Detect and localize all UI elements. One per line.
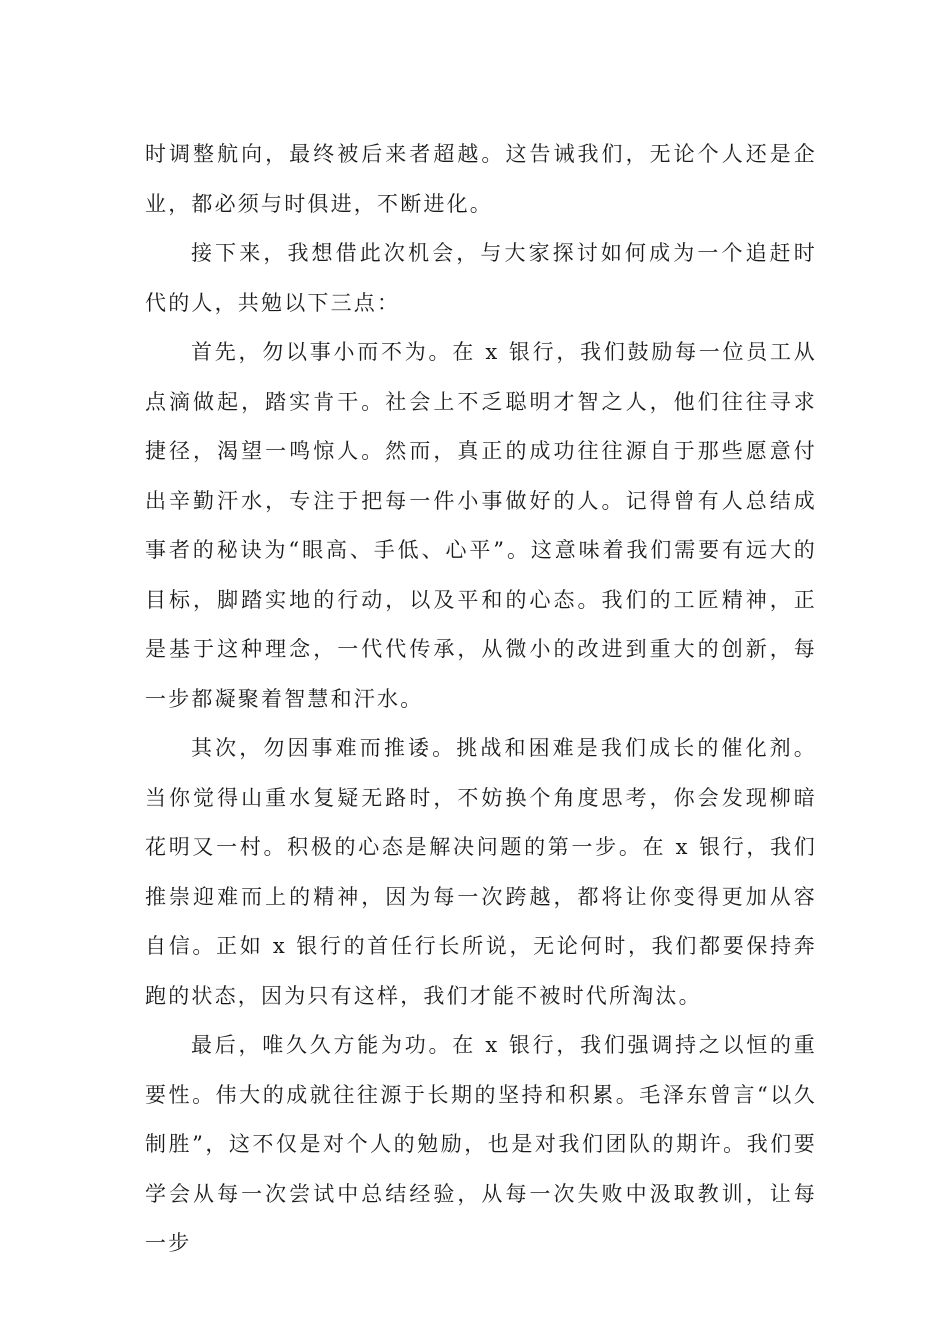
paragraph-continuation: 时调整航向，最终被后来者超越。这告诫我们，无论个人还是企业，都必须与时俱进，不断进化。 bbox=[145, 142, 817, 216]
paragraph-point-2: 其次，勿因事难而推诿。挑战和困难是我们成长的催化剂。当你觉得山重水复疑无路时，不妨换个角度思考，你会发现柳暗花明又一村。积极的心态是解决问题的第一步。在 x 银行，我们推崇迎难而上的精神，因为每一次跨越，都将让你变得更加从容自信。正如 x 银行的首任行长所说，无论何时，我们都要保持奔跑的状态，因为只有这样，我们才能不被时代所淘汰。 bbox=[145, 736, 817, 1008]
paragraph-point-3: 最后，唯久久方能为功。在 x 银行，我们强调持之以恒的重要性。伟大的成就往往源于长期的坚持和积累。毛泽东曾言“以久制胜”，这不仅是对个人的勉励，也是对我们团队的期许。我们要学会从每一次尝试中总结经验，从每一次失败中汲取教训，让每一步 bbox=[145, 1033, 817, 1255]
document-body bbox=[145, 130, 817, 1269]
paragraph-point-1: 首先，勿以事小而不为。在 x 银行，我们鼓励每一位员工从点滴做起，踏实肯干。社会上不乏聪明才智之人，他们往往寻求捷径，渴望一鸣惊人。然而，真正的成功往往源自于那些愿意付出辛勤汗水，专注于把每一件小事做好的人。记得曾有人总结成事者的秘诀为“眼高、手低、心平”。这意味着我们需要有远大的目标，脚踏实地的行动，以及平和的心态。我们的工匠精神，正是基于这种理念，一代代传承，从微小的改进到重大的创新，每一步都凝聚着智慧和汗水。 bbox=[145, 340, 817, 711]
paragraph-intro: 接下来，我想借此次机会，与大家探讨如何成为一个追赶时代的人，共勉以下三点： bbox=[145, 241, 817, 315]
